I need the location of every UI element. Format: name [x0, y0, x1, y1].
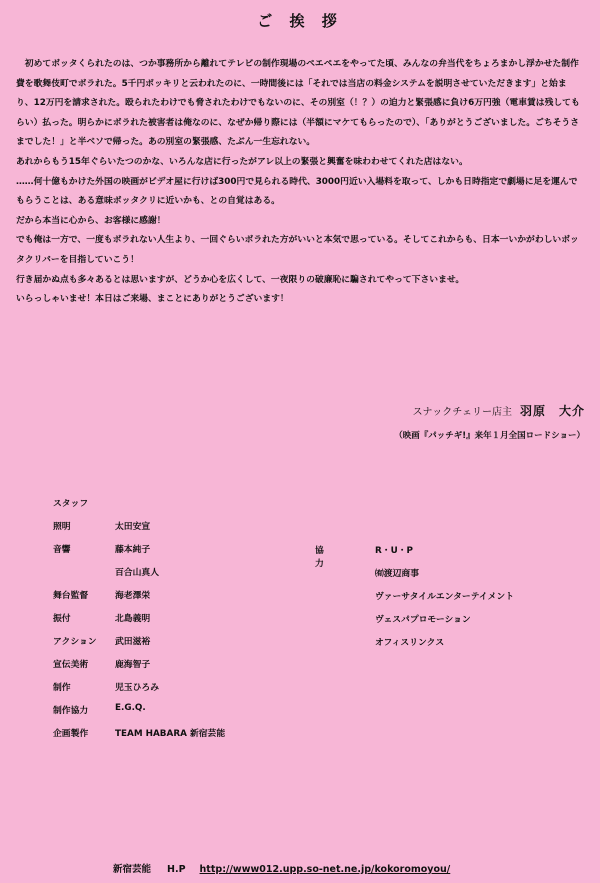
- staff-name: 太田安宣: [115, 522, 151, 532]
- greeting-paragraph: 初めてボッタくられたのは、つか事務所から離れてテレビの制作現場のペエペエをやってた頃、みんなの弁当代をちょろまかし浮かせた制作費を歌舞伎町でボラれた。5千円ポッキリと云われたのに、一時間後には「それでは当店の料金システムを説明させていただきます」と始まり、12万円を請求された。殴られたわけでも脅されたわけでもないのに、その別室（！？）の迫力と緊張感に負け6万円強（電車賃は残してもらい）払った。明らかにボラれた被害者は俺なのに、なぜか帰り際には（半額にマケてもらったので）、「ありがとうございました。ごちそうさまでした！」と半ベソで帰った。あの別室の緊張感、たぶん一生忘れない。: [16, 59, 580, 148]
- staff-name: 海老澤栄: [115, 591, 151, 601]
- cooperation-item: ㈲渡辺商事: [375, 569, 419, 579]
- greeting-paragraph: あれからもう15年ぐらいたつのかな、いろんな店に行ったがアレ以上の緊張と興奮を味わわせてくれた店はない。: [16, 156, 468, 167]
- homepage-link[interactable]: http://www012.upp.so-net.ne.jp/kokoromoyou/: [199, 864, 451, 875]
- greeting-paragraph: でも俺は一方で、一度もボラれない人生より、一回ぐらいボラれた方がいいと本気で思っている。そしてこれからも、日本一いかがわしいボッタクリバーを目指していこう！: [16, 235, 579, 265]
- staff-name: 百合山真人: [115, 568, 159, 578]
- signature-shop: スナックチェリー店主: [412, 407, 512, 418]
- staff-heading-label: スタッフ: [53, 499, 89, 509]
- staff-name: E.G.Q.: [115, 703, 146, 713]
- greeting-paragraph: いらっしゃいませ！本日はご来場、まことにありがとうございます！: [16, 294, 289, 305]
- staff-name: TEAM HABARA 新宿芸能: [115, 729, 226, 739]
- staff-role: アクション: [53, 637, 97, 647]
- staff-name: 北島義明: [115, 614, 151, 624]
- cooperation-label: 協力: [315, 546, 324, 569]
- footer: [113, 861, 450, 875]
- staff-name: 武田滋裕: [115, 637, 151, 647]
- staff-name: 児玉ひろみ: [115, 683, 159, 693]
- staff-role: 制作協力: [53, 706, 89, 716]
- greeting-paragraph: だから本当に心から、お客様に感謝！: [16, 215, 166, 226]
- staff-role: 企画製作: [53, 729, 89, 739]
- cooperation-item: ヴァーサタイルエンターテイメント: [375, 592, 514, 602]
- greeting-body: [16, 55, 584, 310]
- staff-role: 宣伝美術: [53, 660, 89, 670]
- footer-hp-label: H.P: [167, 864, 186, 875]
- staff-role: 振付: [53, 614, 71, 624]
- greeting-paragraph: ……何十億もかけた外国の映画がビデオ屋に行けば300円で見られる時代、3000円近い入場料を取って、しかも日時指定で劇場に足を運んでもらうことは、ある意味ボッタクリに近いかも、との自覚はある。: [16, 176, 578, 207]
- staff-role: 舞台監督: [53, 591, 89, 601]
- staff-role: 音響: [53, 545, 71, 555]
- staff-role: 制作: [53, 683, 71, 693]
- signature-name: 羽原 大介: [519, 404, 585, 418]
- staff-name: 鹿海智子: [115, 660, 151, 670]
- signature-note: （映画『パッチギ!』来年１月全国ロードショー）: [394, 431, 585, 441]
- cooperation-item: オフィスリンクス: [375, 638, 445, 648]
- page-title: ご 挨 拶: [257, 12, 343, 30]
- footer-company: 新宿芸能: [113, 864, 152, 875]
- staff-role: 照明: [53, 522, 71, 532]
- signature: [300, 402, 585, 419]
- cooperation-item: ヴェスパプロモーション: [375, 615, 471, 625]
- staff-name: 藤本純子: [115, 545, 151, 555]
- greeting-paragraph: 行き届かぬ点も多々あるとは思いますが、どうか心を広くして、一夜限りの破廉恥に騙されてやって下さいませ。: [16, 274, 465, 285]
- cooperation-item: R・U・P: [375, 546, 413, 556]
